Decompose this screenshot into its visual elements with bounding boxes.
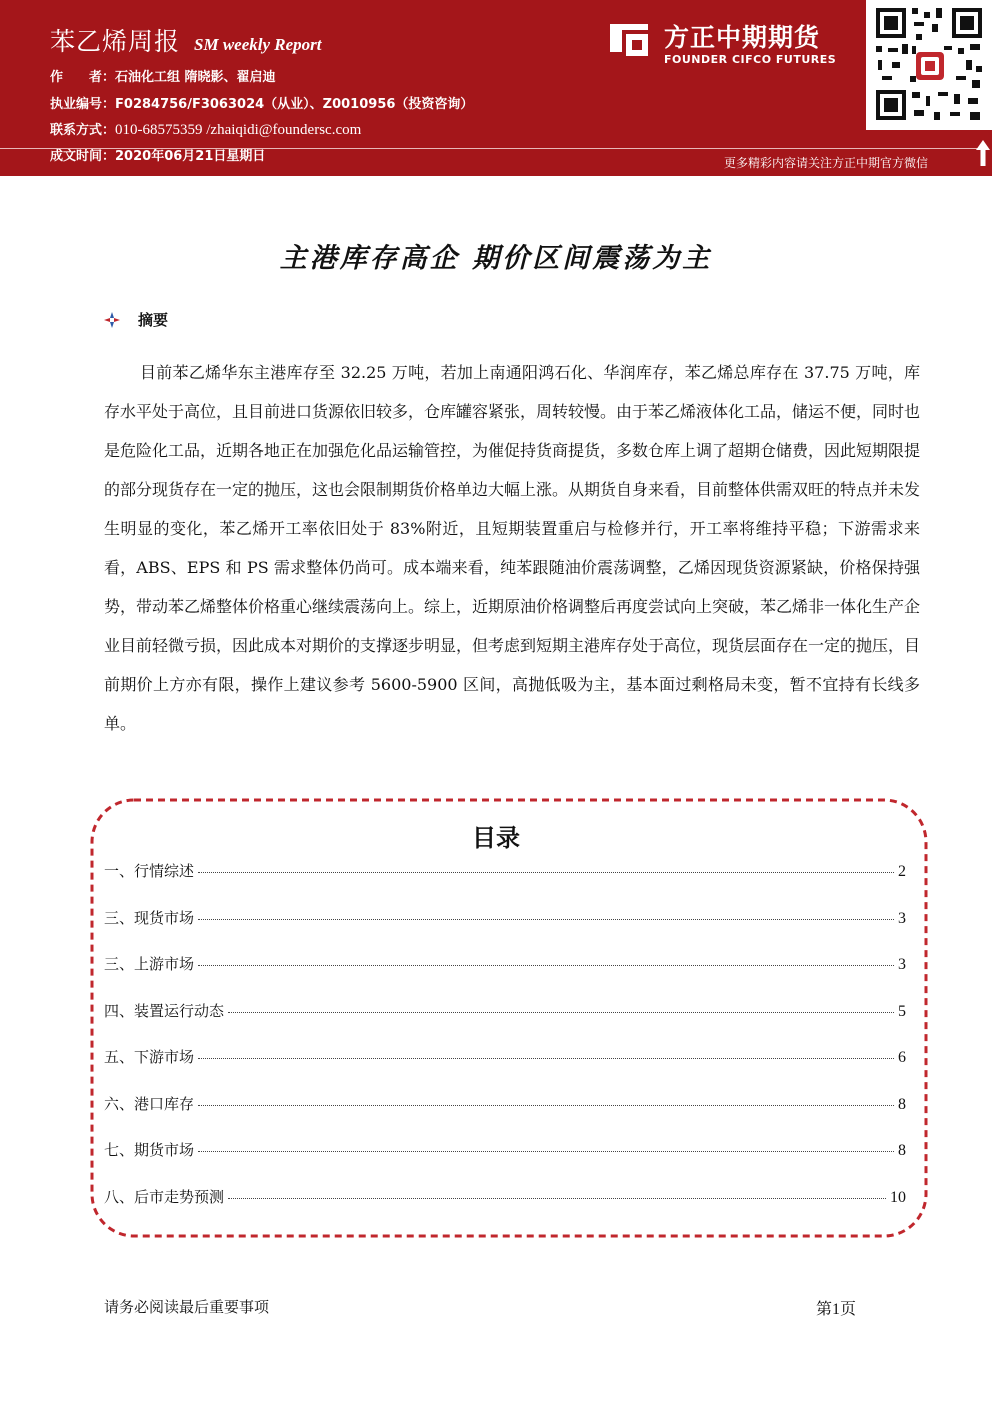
footer-page-number: 第1页	[816, 1301, 857, 1318]
wechat-note: 更多精彩内容请关注方正中期官方微信	[724, 156, 929, 170]
toc-leader	[198, 872, 894, 873]
up-arrow-icon	[975, 138, 991, 168]
toc-item-page: 5	[898, 1002, 906, 1020]
page-title: 主港库存高企 期价区间震荡为主	[279, 243, 713, 274]
toc-item-page: 10	[890, 1188, 906, 1206]
logo-name-cn: 方正中期期货	[664, 23, 821, 52]
report-header	[0, 0, 992, 176]
logo-name-en: FOUNDER CIFCO FUTURES	[664, 53, 837, 66]
toc-title: 目录	[472, 824, 520, 852]
qr-code-icon	[866, 0, 992, 130]
author-line: 作 者：石油化工组 隋晓影、翟启迪	[50, 70, 276, 85]
toc-item-page: 8	[898, 1142, 906, 1159]
toc-item-label: 三、现货市场	[104, 908, 195, 927]
toc-item-label: 四、装置运行动态	[104, 1001, 225, 1020]
toc-item[interactable]	[104, 1046, 906, 1093]
toc-leader	[198, 965, 894, 966]
toc-leader	[198, 1105, 894, 1106]
license-value: F0284756/F3063024（从业）、Z0010956（投资咨询）	[115, 97, 474, 112]
toc-item-label: 八、后市走势预测	[104, 1187, 225, 1206]
toc-item-page: 3	[898, 909, 906, 927]
report-title: 苯乙烯周报 SM weekly Report	[50, 27, 322, 56]
date-line: 成文时间：2020年06月21日星期日	[50, 149, 266, 164]
toc-item-page: 6	[898, 1049, 906, 1066]
contact-line: 联系方式：010-68575359 /zhaiqidi@foundersc.com	[50, 122, 362, 138]
license-line: 执业编号：F0284756/F3063024（从业）、Z0010956（投资咨询）	[50, 97, 474, 112]
toc-item-page: 3	[898, 956, 906, 973]
toc-leader	[228, 1198, 886, 1199]
toc-item-page: 2	[898, 863, 906, 880]
toc-list	[104, 860, 906, 1232]
toc-item-label: 一、行情综述	[104, 862, 195, 880]
toc-item[interactable]	[104, 907, 906, 954]
toc-item-label: 三、上游市场	[104, 955, 195, 973]
contact-value: 010-68575359 /zhaiqidi@foundersc.com	[115, 122, 362, 138]
summary-heading	[104, 309, 168, 330]
author-value: 石油化工组 隋晓影、翟启迪	[115, 70, 276, 85]
toc-item[interactable]	[104, 1093, 906, 1140]
summary-heading-label: 摘要	[138, 311, 169, 329]
toc-item-page: 8	[898, 1095, 906, 1113]
header-rule	[0, 148, 978, 149]
toc-item[interactable]	[104, 1000, 906, 1047]
toc-item[interactable]	[104, 1186, 906, 1233]
bullet-icon	[104, 312, 120, 328]
summary-paragraph: 目前苯乙烯华东主港库存至 32.25 万吨，若加上南通阳鸿石化、华润库存，苯乙烯总库存在 37.75 万吨，库存水平处于高位，且目前进口货源依旧较多，仓库罐容紧张，周转较慢。由于苯乙烯液体化工品，储运不便，同时也是危险化工品，近期各地正在加强危化品运输管控，为催促持货商提货，多数仓库上调了超期仓储费，因此短期限提的部分现货存在一定的抛压，这也会限制期货价格单边大幅上涨。从期货自身来看，目前整体供需双旺的特点并未发生明显的变化，苯乙烯开工率依旧处于 83%附近，且短期装置重启与检修并行，开工率将维持平稳；下游需求来看，ABS、EPS 和 PS 需求整体仍尚可。成本端来看，纯苯跟随油价震荡调整，乙烯因现货资源紧缺，价格保持强势，带动苯乙烯整体价格重心继续震荡向上。综上，近期原油价格调整后再度尝试向上突破，苯乙烯非一体化生产企业目前轻微亏损，因此成本对期价的支撑逐步明显，但考虑到短期主港库存处于高位，现货层面存在一定的抛压，目前期价上方亦有限，操作上建议参考 5600-5900 区间，高抛低吸为主，基本面过剩格局未变，暂不宜持有长线多单。	[104, 363, 921, 733]
toc-item[interactable]	[104, 860, 906, 907]
toc-item-label: 五、下游市场	[104, 1048, 195, 1066]
date-value: 2020年06月21日星期日	[115, 149, 266, 164]
toc-item-label: 七、期货市场	[104, 1141, 195, 1159]
report-subtitle: SM weekly Report	[194, 35, 322, 54]
toc-leader	[198, 1151, 894, 1152]
toc-leader	[198, 1058, 894, 1059]
toc-leader	[198, 919, 894, 920]
logo-mark-icon	[608, 16, 652, 60]
footer-notice: 请务必阅读最后重要事项	[104, 1298, 270, 1316]
toc-leader	[228, 1012, 894, 1013]
toc-item[interactable]	[104, 953, 906, 1000]
toc-item[interactable]	[104, 1139, 906, 1186]
toc-item-label: 六、港口库存	[104, 1094, 195, 1113]
